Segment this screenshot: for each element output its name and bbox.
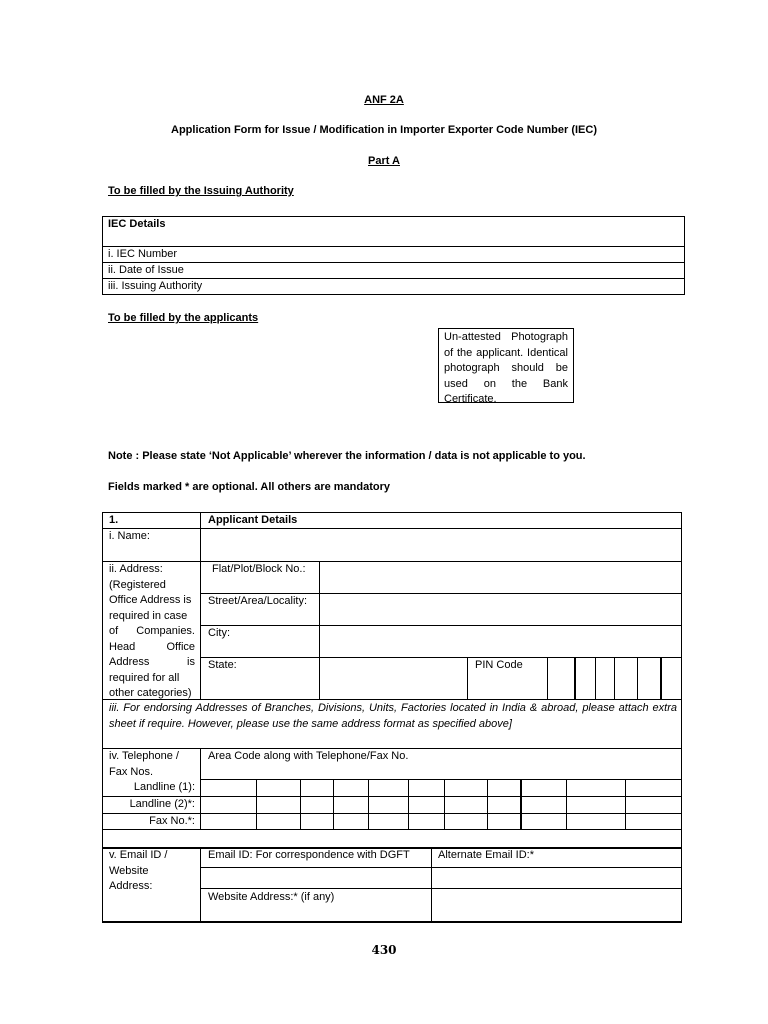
address-label-text: of bbox=[109, 625, 119, 637]
landline1-label: Landline (1): bbox=[133, 781, 195, 793]
email-label-line: Website bbox=[109, 864, 149, 877]
street-field[interactable] bbox=[320, 594, 681, 625]
address-label-text: is bbox=[187, 656, 195, 668]
iec-details-table bbox=[102, 216, 685, 295]
section-title: Applicant Details bbox=[208, 514, 298, 526]
address-label-text: Head bbox=[109, 640, 136, 653]
address-label-line: required for all bbox=[109, 671, 180, 684]
alt-email-label: Alternate Email ID:* bbox=[438, 849, 534, 861]
email-label bbox=[104, 847, 172, 896]
state-field[interactable] bbox=[320, 658, 467, 699]
iec-row-number[interactable]: i. IEC Number bbox=[103, 247, 685, 263]
alt-email-field[interactable] bbox=[432, 868, 681, 888]
address-label-text: Office bbox=[166, 640, 195, 653]
iec-row-date[interactable]: ii. Date of Issue bbox=[103, 263, 685, 279]
address-label-line bbox=[109, 655, 195, 671]
form-code: ANF 2A bbox=[364, 94, 404, 106]
email-field[interactable] bbox=[201, 868, 431, 888]
iec-header: IEC Details bbox=[103, 217, 685, 247]
form-title: Application Form for Issue / Modification in Importer Exporter Code Number (IEC) bbox=[171, 124, 597, 136]
address-label-line: other categories) bbox=[109, 687, 192, 699]
telephone-label-line: Fax Nos. bbox=[109, 765, 154, 778]
address-label-line: required in case bbox=[109, 609, 188, 622]
city-field[interactable] bbox=[320, 626, 681, 657]
flat-field[interactable] bbox=[320, 562, 681, 593]
area-code-label: Area Code along with Telephone/Fax No. bbox=[208, 750, 409, 762]
fax-label: Fax No.*: bbox=[149, 815, 195, 827]
address-label-line: Office Address is bbox=[109, 594, 192, 606]
section-number: 1. bbox=[109, 514, 119, 526]
address-label-line: (Registered bbox=[109, 578, 166, 591]
endorse-note: iii. For endorsing Addresses of Branches, Divisions, Units, Factories located in India & abroad, please attach extra sheet if require. However, please use the same address format as specified above] bbox=[109, 702, 677, 730]
email-dgft-label: Email ID: For correspondence with DGFT bbox=[208, 849, 410, 861]
pin-label: PIN Code bbox=[475, 659, 523, 671]
landline2-label: Landline (2)*: bbox=[129, 798, 195, 810]
note-text: Note : Please state ‘Not Applicable’ wherever the information / data is not applicable to you. bbox=[108, 450, 586, 462]
address-label-text: Address bbox=[109, 656, 150, 668]
email-label-line: v. Email ID / bbox=[109, 849, 168, 861]
fields-note: Fields marked * are optional. All others are mandatory bbox=[108, 481, 391, 493]
address-label-text: Companies. bbox=[136, 625, 195, 637]
name-label: i. Name: bbox=[109, 530, 150, 542]
website-label: Website Address:* (if any) bbox=[208, 891, 335, 903]
part-label: Part A bbox=[368, 155, 400, 167]
telephone-label bbox=[104, 748, 184, 781]
flat-label: Flat/Plot/Block No.: bbox=[212, 563, 306, 575]
iec-row-authority[interactable]: iii. Issuing Authority bbox=[103, 279, 685, 295]
street-label: Street/Area/Locality: bbox=[208, 595, 308, 607]
issuing-heading: To be filled by the Issuing Authority bbox=[108, 185, 294, 197]
address-label-line: ii. Address: bbox=[109, 563, 163, 575]
address-label-line bbox=[109, 624, 195, 640]
applicants-heading: To be filled by the applicants bbox=[108, 312, 259, 324]
city-label: City: bbox=[208, 627, 230, 639]
address-label bbox=[104, 561, 200, 703]
photo-box[interactable]: Un-attested Photograph of the applicant. Identical photograph should be used on the Bank Certificate. bbox=[438, 328, 574, 403]
email-label-line: Address: bbox=[109, 880, 153, 892]
page-number: 430 bbox=[371, 943, 397, 957]
name-field[interactable] bbox=[201, 529, 681, 561]
state-label: State: bbox=[208, 659, 237, 671]
address-label-line bbox=[109, 640, 195, 656]
telephone-label-line: iv. Telephone / bbox=[109, 750, 179, 762]
